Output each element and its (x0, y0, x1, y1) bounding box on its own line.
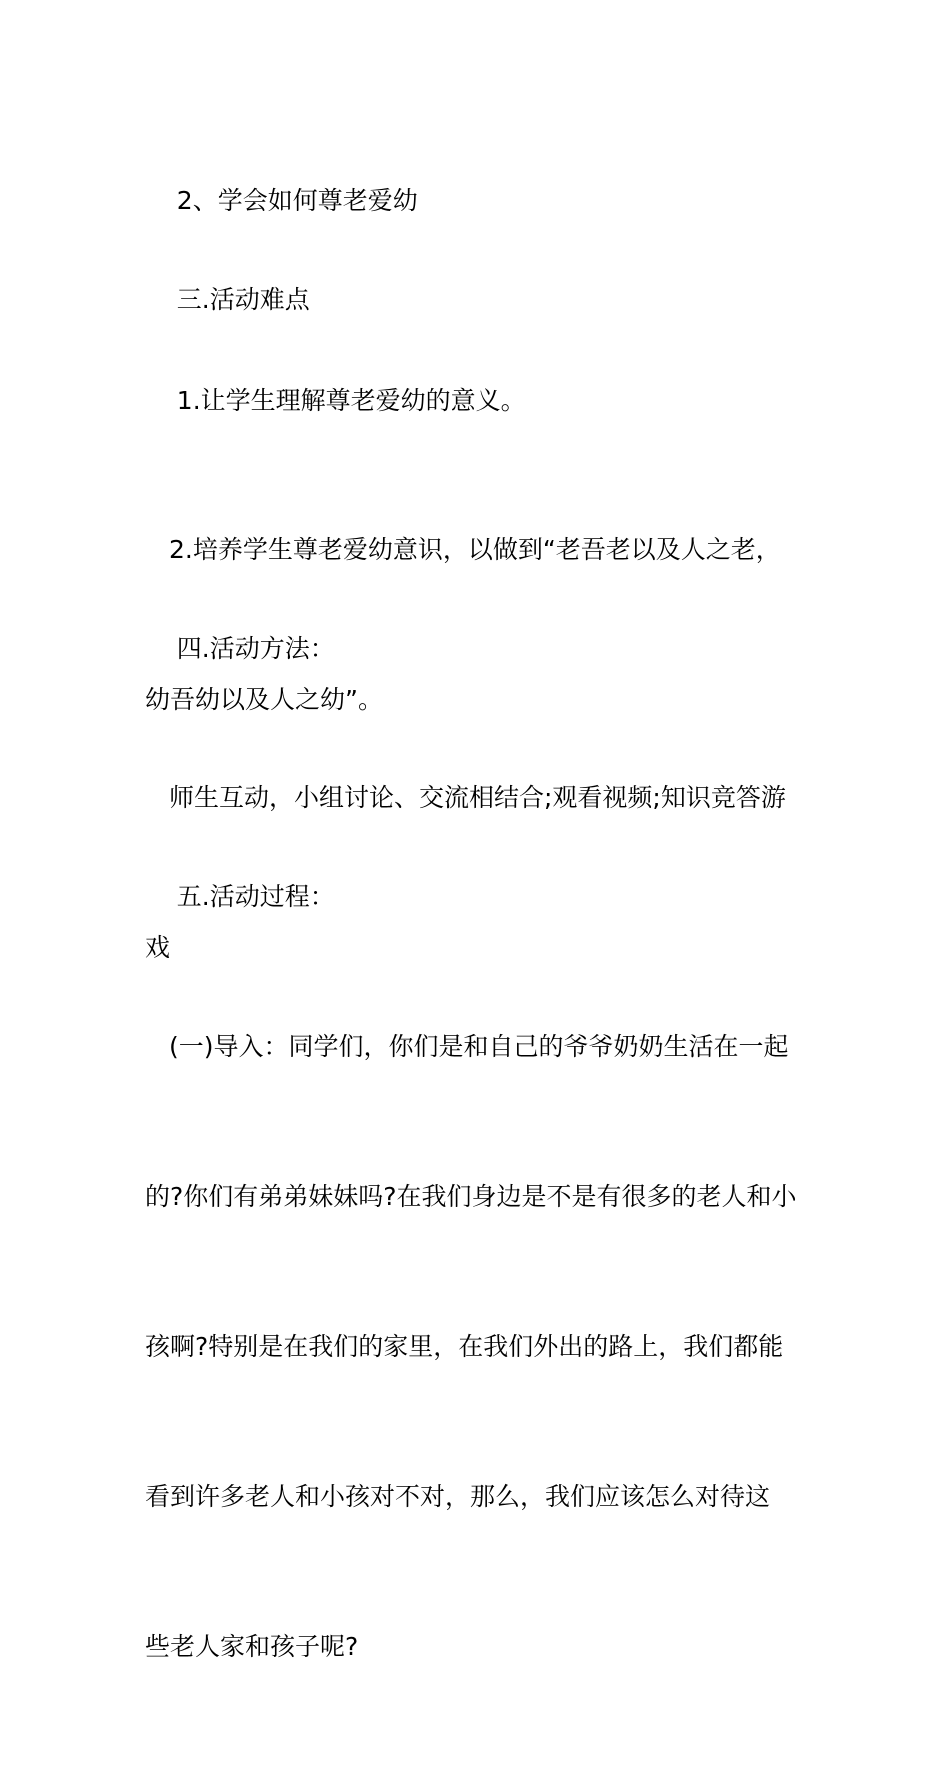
paragraph-line: 看到许多老人和小孩对不对，那么，我们应该怎么对待这 (145, 1482, 771, 1511)
heading-text: 三.活动难点 (176, 285, 310, 314)
intro-paragraph (145, 922, 810, 1772)
paragraph-line: 2.培养学生尊老爱幼意识，以做到“老吾老以及人之老， (169, 535, 781, 564)
paragraph-line: 些老人家和孩子呢? (145, 1632, 359, 1661)
paragraph-line: 1.让学生理解尊老爱幼的意义。 (176, 386, 526, 415)
paragraph-line: 的?你们有弟弟妹妹吗?在我们身边是不是有很多的老人和小 (145, 1182, 797, 1211)
paragraph-line: 2、学会如何尊老爱幼 (176, 186, 418, 215)
paragraph-line: 幼吾幼以及人之幼”。 (145, 685, 383, 714)
paragraph-line: 师生互动，小组讨论、交流相结合;观看视频;知识竞答游 (169, 783, 786, 812)
paragraph-line: (一)导入：同学们，你们是和自己的爷爷奶奶生活在一起 (169, 1032, 789, 1061)
heading-text: 四.活动方法： (176, 634, 335, 663)
heading-text: 五.活动过程： (176, 882, 335, 911)
paragraph-line: 戏 (145, 933, 171, 962)
paragraph-line: 孩啊?特别是在我们的家里，在我们外出的路上，我们都能 (145, 1332, 784, 1361)
